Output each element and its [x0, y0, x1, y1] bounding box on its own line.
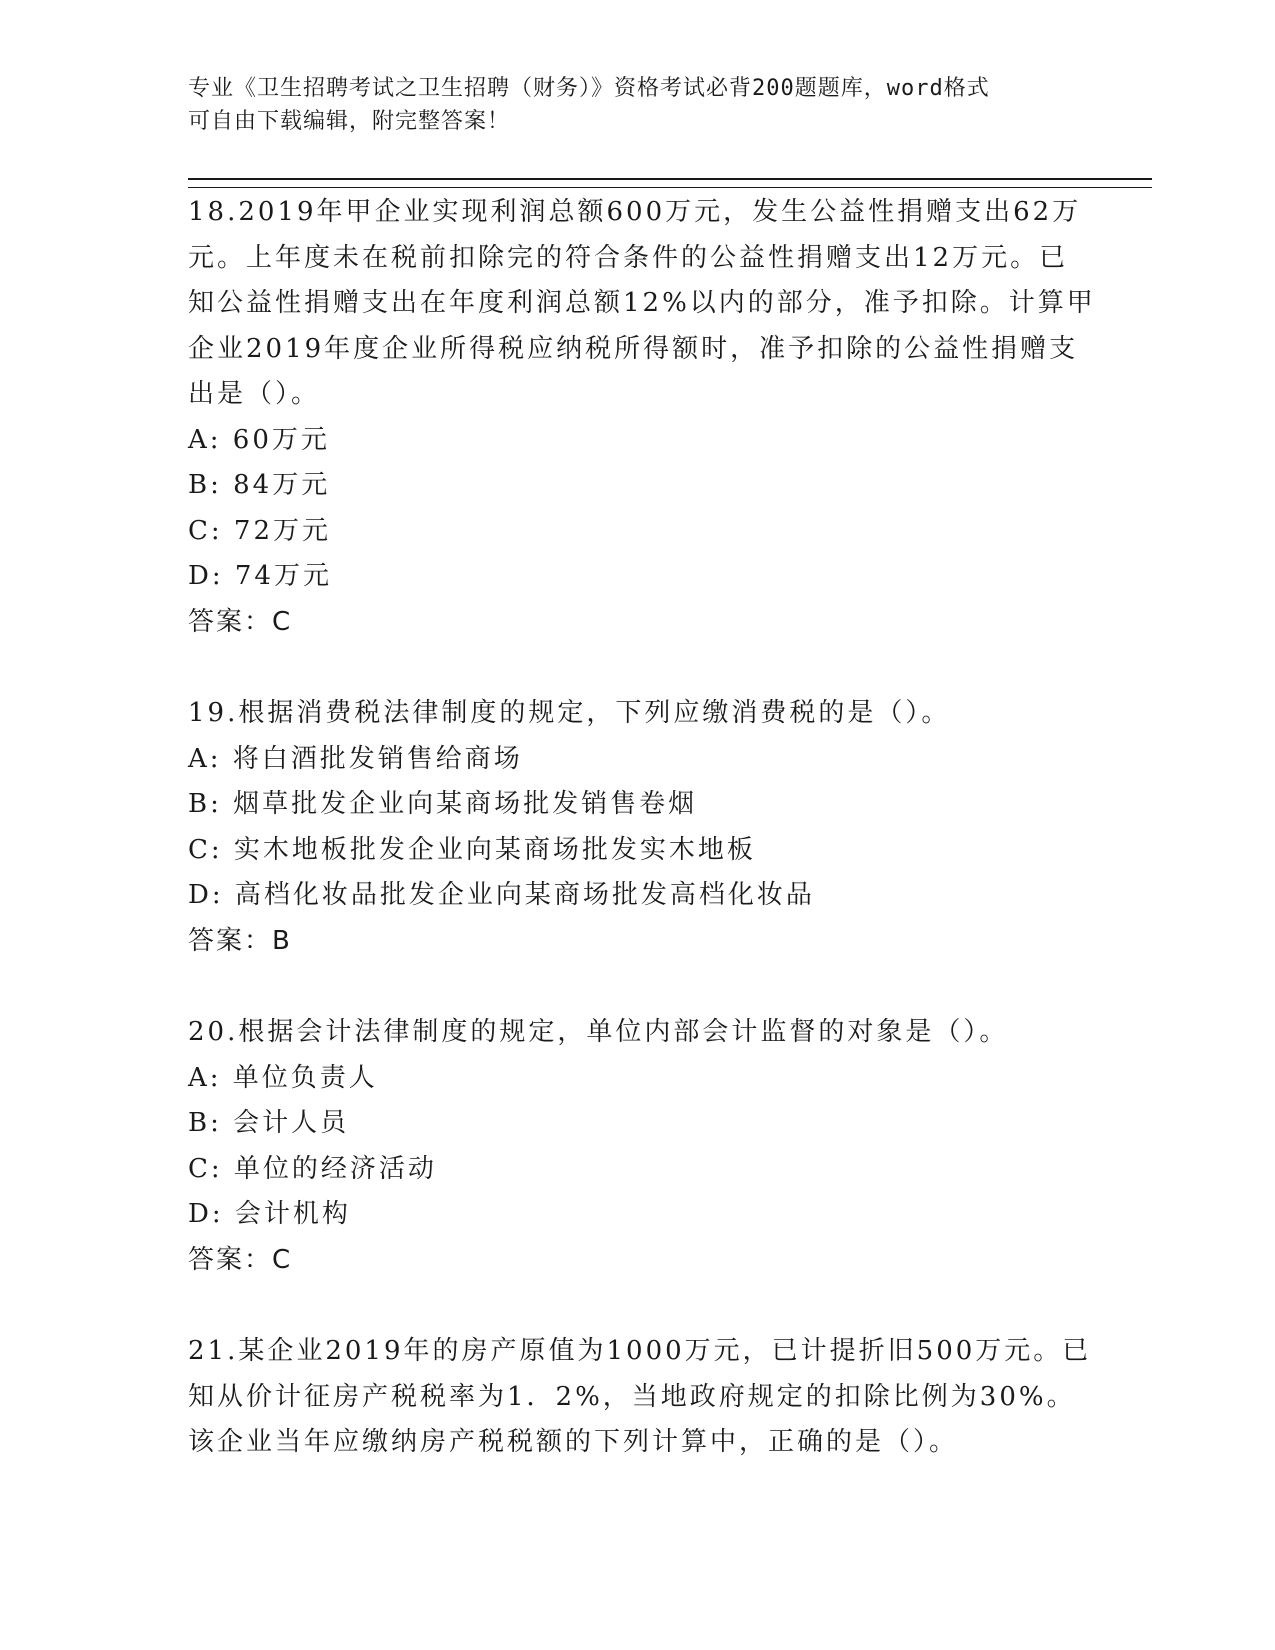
option-d: D: 74万元 [188, 561, 332, 591]
question-text-line: 20.根据会计法律制度的规定，单位内部会计监督的对象是（）。 [188, 1017, 1009, 1047]
question-text-line: 18.2019年甲企业实现利润总额600万元，发生公益性捐赠支出62万 [188, 197, 1082, 227]
page-header [188, 72, 1088, 138]
question-18 [188, 190, 1096, 645]
question-text-line: 企业2019年度企业所得税应纳税所得额时，准予扣除的公益性捐赠支 [188, 333, 1079, 364]
question-text-line: 该企业当年应缴纳房产税税额的下列计算中，正确的是（）。 [188, 1427, 959, 1457]
option-d: D: 会计机构 [188, 1199, 351, 1229]
question-text-line: 知从价计征房产税税率为1．2%，当地政府规定的扣除比例为30%。 [188, 1381, 1076, 1412]
answer-label: 答案：C [188, 606, 293, 637]
option-c: C: 实木地板批发企业向某商场批发实木地板 [188, 834, 756, 865]
question-text-line: 知公益性捐赠支出在年度利润总额12%以内的部分，准予扣除。计算甲 [188, 288, 1096, 318]
answer-label: 答案：B [188, 925, 292, 956]
option-b: B: 烟草批发企业向某商场批发销售卷烟 [188, 789, 698, 819]
header-line-2: 可自由下载编辑，附完整答案！ [188, 109, 511, 134]
option-b: B: 84万元 [188, 470, 331, 500]
question-text-line: 元。上年度未在税前扣除完的符合条件的公益性捐赠支出12万元。已 [188, 242, 1069, 273]
question-19 [188, 691, 1088, 964]
option-a: A: 将白酒批发销售给商场 [188, 743, 523, 774]
question-text-line: 21.某企业2019年的房产原值为1000万元，已计提折旧500万元。已 [188, 1336, 1092, 1366]
option-c: C: 单位的经济活动 [188, 1153, 437, 1184]
header-line-1: 专业《卫生招聘考试之卫生招聘（财务）》资格考试必背200题题库，word格式 [188, 76, 990, 101]
option-d: D: 高档化妆品批发企业向某商场批发高档化妆品 [188, 880, 815, 910]
question-20 [188, 1010, 1088, 1283]
option-a: A: 单位负责人 [188, 1062, 378, 1093]
question-text-line: 出是（）。 [188, 379, 321, 409]
answer-label: 答案：C [188, 1244, 293, 1275]
question-text-line: 19.根据消费税法律制度的规定，下列应缴消费税的是（）。 [188, 698, 951, 728]
question-21 [188, 1329, 1092, 1466]
question-list [188, 190, 1096, 1512]
option-b: B: 会计人员 [188, 1108, 350, 1138]
option-a: A: 60万元 [188, 424, 330, 455]
option-c: C: 72万元 [188, 515, 332, 546]
header-divider [188, 178, 1152, 188]
